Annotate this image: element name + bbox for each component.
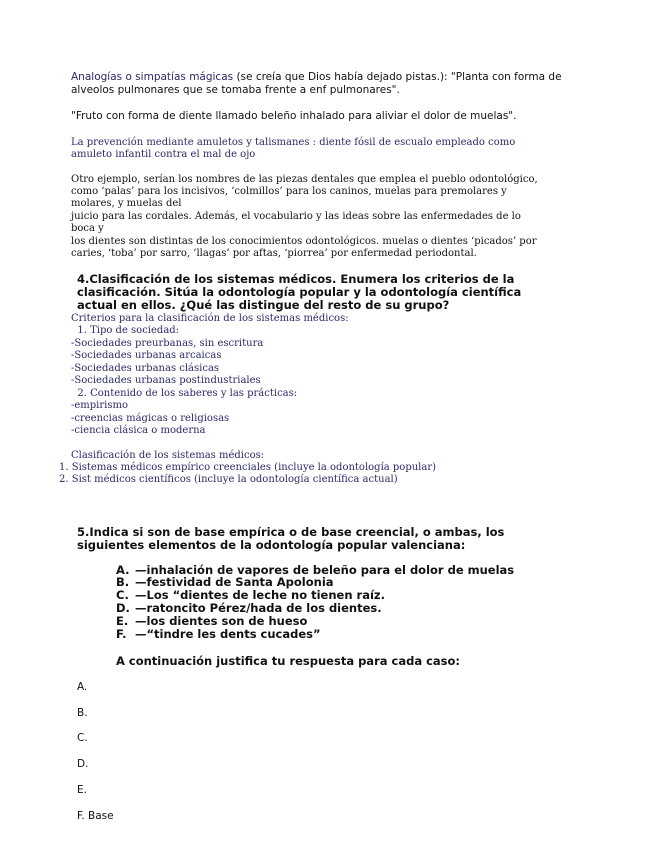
otro-ejemplo-line-3: molares, y muelas del [71,198,182,209]
otro-ejemplo-line-2: como ‘palas’ para los incisivos, ‘colmillos’ para los caninos, muelas para premolares y [71,186,507,197]
clasificacion-item-1 [59,462,436,475]
answer-c-label: C. [77,732,88,744]
q5-heading-line-1: 5.Indica si son de base empírica o de base creencial, o ambas, los [77,525,505,539]
clasificacion-item-text: Sistemas médicos empírico creenciales (incluye la odontología popular) [71,462,437,473]
otro-ejemplo-line-6: los dientes son distintas de los conocimientos odontológicos. muelas o dientes ‘picados’ por [71,236,537,247]
q5-heading-line-2: siguientes elementos de la odontología popular valenciana: [77,538,466,552]
analogias-line-2: alveolos pulmonares que se tomaba frente a enf pulmonares". [71,84,400,96]
criterio-item: -empirismo [71,400,128,411]
clasificacion-item-2 [59,474,398,487]
criterio-item: -Sociedades urbanas postindustriales [71,375,261,386]
analogias-rest: (se creía que Dios había dejado pistas.): "Planta con forma de [233,71,562,83]
criterio-1-title: 1. Tipo de sociedad: [71,325,180,336]
otro-ejemplo-line-4: juicio para las cordales. Además, el vocabulario y las ideas sobre las enfermedades de lo [71,211,521,222]
clasificacion-item-text: Sist médicos científicos (incluye la odontología científica actual) [71,474,398,485]
otro-ejemplo-line-5: boca y [71,223,104,234]
answer-e-label: E. [77,784,87,796]
q5-item-label: B. [116,575,130,589]
q5-justify-heading: A continuación justifica tu respuesta para cada caso: [116,654,461,668]
q5-item-label: E. [116,614,129,628]
otro-ejemplo-line-1: Otro ejemplo, serían los nombres de las piezas dentales que emplea el pueblo odontológico, [71,174,538,185]
q4-heading-line-3: actual en ellos. ¿Qué las distingue del resto de su grupo? [77,298,450,312]
q5-item-text: —festividad de Santa Apolonia [135,575,334,589]
answer-f-label: F. Base [77,810,114,822]
criterio-item: -Sociedades urbanas clásicas [71,363,220,374]
otro-ejemplo-line-7: caries, ‘toba’ por sarro, ‘llagas’ por aftas, ‘piorrea’ por enfermedad periodontal. [71,248,477,259]
criterios-heading: Criterios para la clasificación de los sistemas médicos: [71,313,349,324]
criterio-item: -ciencia clásica o moderna [71,425,206,436]
criterio-2-title: 2. Contenido de los saberes y las prácticas: [71,388,298,399]
q5-item-label: C. [116,588,129,602]
criterio-item: -Sociedades preurbanas, sin escritura [71,338,264,349]
q5-item-f [116,628,321,641]
q5-item-label: D. [116,601,130,615]
q5-item-label: A. [116,563,130,577]
prevencion-line-1: La prevención mediante amuletos y talismanes : diente fósil de escualo empleado como [71,137,516,148]
clasificacion-item-number: 1. [59,462,69,473]
analogias-title: Analogías o simpatías mágicas [71,71,234,83]
q5-item-text: —los dientes son de hueso [135,614,308,628]
criterio-item: -Sociedades urbanas arcaicas [71,350,222,361]
clasificacion-heading: Clasificación de los sistemas médicos: [71,450,265,461]
q5-item-text: —ratoncito Pérez/hada de los dientes. [135,601,382,615]
prevencion-line-2: amuleto infantil contra el mal de ojo [71,149,256,160]
clasificacion-item-number: 2. [59,474,69,485]
q4-heading-line-1: 4.Clasificación de los sistemas médicos. Enumera los criterios de la [77,272,515,286]
q5-item-text: —Los “dientes de leche no tienen raíz. [135,588,385,602]
criterio-item: -creencias mágicas o religiosas [71,413,230,424]
q4-heading-line-2: clasificación. Sitúa la odontología popular y la odontología científica [77,285,522,299]
answer-d-label: D. [77,758,89,770]
fruto-paragraph: "Fruto con forma de diente llamado beleño inhalado para aliviar el dolor de muelas". [71,110,517,122]
answer-a-label: A. [77,681,88,693]
q5-item-text: —inhalación de vapores de beleño para el dolor de muelas [135,563,515,577]
answer-b-label: B. [77,707,88,719]
analogias-line-1 [71,71,562,84]
q5-item-label: F. [116,627,127,641]
q5-item-text: —“tindre les dents cucades” [135,627,321,641]
